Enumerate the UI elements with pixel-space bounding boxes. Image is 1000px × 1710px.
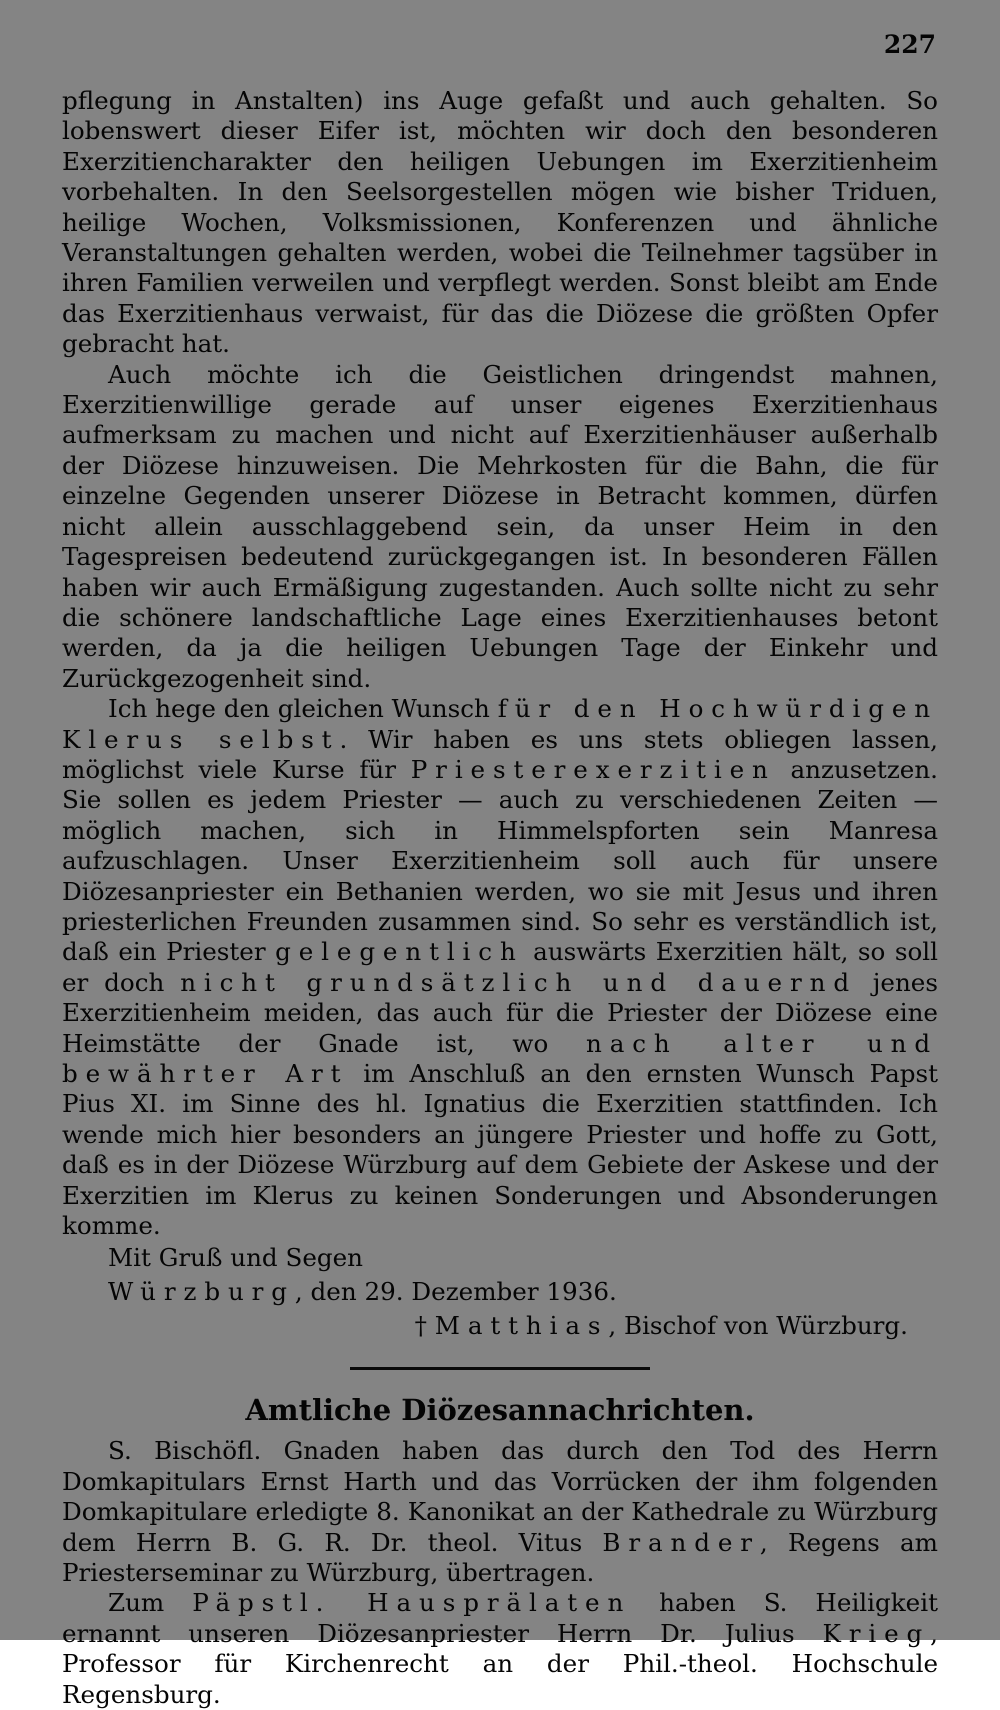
signature (62, 1309, 938, 1343)
cross-mark: † (414, 1311, 435, 1341)
page-content (62, 86, 938, 1710)
emphasis-text: nach alter und bewährter Art (62, 1028, 938, 1088)
letter-paragraph-3 (62, 694, 938, 1241)
news-paragraph-1 (62, 1436, 938, 1588)
signatory-name: Matthias (434, 1311, 609, 1341)
person-name: Krieg (822, 1618, 931, 1648)
letter-paragraph-2: Auch möchte ich die Geistlichen dringendst mahnen, Exerzitienwillige gerade auf unser eigenes Exerzitienhaus aufmerksam zu machen und nicht auf Exerzitienhäuser außerhalb der Diözese hinzuweisen. Die Mehrkosten für die Bahn, die für einzelne Gegenden unserer Diözese in Betracht kommen, dürfen nicht allein ausschlaggebend sein, da unser Heim in den Tagespreisen bedeutend zurückgegangen ist. In besonderen Fällen haben wir auch Ermäßigung zugestanden. Auch sollte nicht zu sehr die schönere landschaftliche Lage eines Exerzitienhauses betont werden, da ja die heiligen Uebungen Tage der Einkehr und Zurückgezogenheit sind. (62, 359, 938, 693)
letter-paragraph-1: pflegung in Anstalten) ins Auge gefaßt und auch gehalten. So lobenswert dieser Eifer ist, möchten wir doch den besonderen Exerzitiencharakter den heiligen Uebungen im Exerzitienheim vorbehalten. In den Seelsorgestellen mögen wie bisher Triduen, heilige Wochen, Volksmissionen, Konferenzen und ähnliche Veranstaltungen gehalten werden, wobei die Teilnehmer tagsüber in ihren Familien verweilen und verpflegt werden. Sonst bleibt am Ende das Exerzitienhaus verwaist, für das die Diözese die größten Opfer gebracht hat. (62, 86, 938, 359)
section-heading: Amtliche Diözesannachrichten. (245, 1393, 755, 1428)
person-name: Brander (602, 1527, 760, 1557)
text-run: auswärts Exerzitien hält, so soll er doch (62, 937, 938, 997)
text-run: Ich hege den gleichen Wunsch (108, 694, 498, 724)
emphasis-text: Priesterexerzitien (410, 754, 776, 784)
emphasis-text: gelegentlich (275, 937, 524, 967)
emphasis-text: nicht grundsätzlich und dauernd (180, 967, 857, 997)
text-run: im Anschluß an den ernsten Wunsch Papst Pius XI. im Sinne des hl. Ignatius die Exerzitien stattfinden. Ich wende mich hier besonders an jüngere Priester und hoffe zu Gott, daß es in der Diözese Würzburg auf dem Gebiete der Askese und der Exerzitien im Klerus zu keinen Sonderungen und Absonderungen komme. (62, 1059, 938, 1241)
text-run: Zum (108, 1588, 193, 1618)
news-paragraph-2 (62, 1588, 938, 1710)
text-run: . Wir haben es uns stets obliegen lassen, möglichst viele Kurse für (62, 724, 938, 784)
section-divider (350, 1367, 650, 1370)
emphasis-text: für den Hochwürdigen Klerus selbst (62, 694, 938, 754)
signatory-title: , Bischof von Würzburg. (608, 1311, 908, 1341)
greeting: Mit Gruß und Segen (108, 1243, 364, 1273)
text-run: anzusetzen. Sie sollen es jedem Priester — auch zu verschiedenen Zeiten — möglich machen, sich in Himmelspforten sein Manresa aufzuschlagen. Unser Exerzitienheim soll auch für unsere Diözesanpriester ein Bethanien werden, wo sie mit Jesus und ihren priesterlichen Freunden zusammen sind. So sehr es verständlich ist, daß ein Priester (62, 754, 938, 967)
text-run: haben S. Heiligkeit ernannt unseren Diözesanpriester Herrn Dr. Julius (62, 1588, 938, 1648)
text-run: , Professor für Kirchenrecht an der Phil.-theol. Hochschule Regensburg. (62, 1618, 938, 1709)
text-run: jenes Exerzitienheim meiden, das auch für die Priester der Diözese eine Heimstätte der Gnade ist, wo (62, 967, 938, 1058)
place-name: Würzburg (108, 1277, 295, 1307)
place-date (62, 1275, 938, 1309)
title-text: Päpstl. Hausprälaten (192, 1588, 632, 1618)
text-run: S. Bischöfl. Gnaden haben das durch den Tod des Herrn Domkapitulars Ernst Harth und das Vorrücken der ihm folgenden Domkapitulare erledigte 8. Kanonikat an der Kathedrale zu Würzburg dem Herrn B. G. R. Dr. theol. Vitus (62, 1436, 938, 1557)
page-number: 227 (883, 30, 936, 59)
date-text: , den 29. Dezember 1936. (294, 1277, 617, 1307)
text-run: , Regens am Priesterseminar zu Würzburg, übertragen. (62, 1527, 938, 1588)
